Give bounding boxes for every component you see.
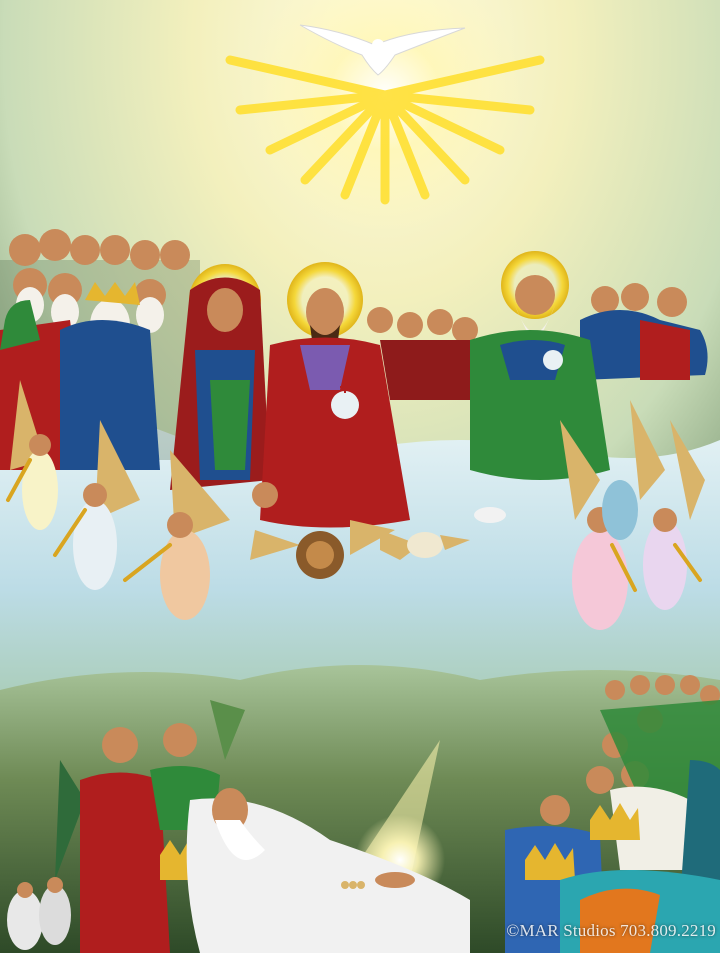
studio-watermark: ©MAR Studios 703.809.2219: [506, 921, 716, 940]
ox-head-icon: [407, 532, 443, 558]
orb-icon: [543, 350, 563, 370]
orb-icon: [331, 391, 359, 419]
eagle-icon: [474, 507, 506, 523]
man-face-icon: [252, 482, 278, 508]
